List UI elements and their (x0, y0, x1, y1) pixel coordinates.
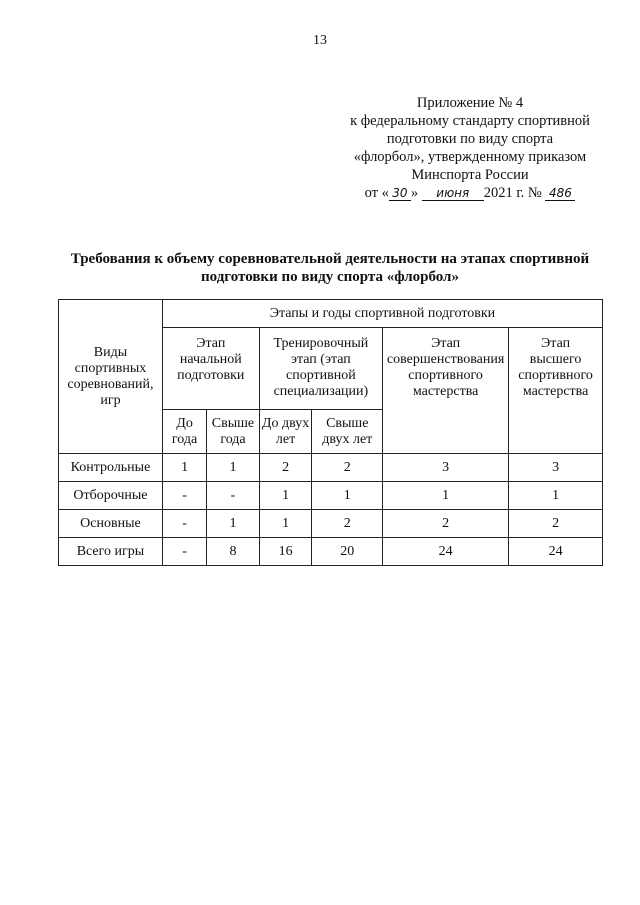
header-stage-training: Тренировочный этап (этап спортивной специализации) (259, 328, 382, 410)
appendix-line-order: «флорбол», утвержденному приказом (353, 149, 587, 165)
handwritten-day: 30 (389, 186, 411, 201)
table-row (59, 538, 603, 566)
table-cell: 3 (509, 454, 603, 482)
header-over-year: Свыше года (207, 410, 259, 454)
table-cell: 2 (509, 510, 603, 538)
header-over-two-years: Свыше двух лет (312, 410, 383, 454)
table-cell: - (162, 538, 206, 566)
table-cell: 1 (383, 482, 509, 510)
appendix-line-ministry: Минспорта России (411, 167, 529, 183)
table-cell: 1 (207, 510, 259, 538)
table-cell: 2 (312, 454, 383, 482)
header-stage-initial: Этап начальной подготовки (162, 328, 259, 410)
table-cell: 24 (383, 538, 509, 566)
row-label: Всего игры (59, 538, 163, 566)
document-title (40, 250, 620, 286)
table-cell: - (162, 510, 206, 538)
row-label: Основные (59, 510, 163, 538)
row-label: Отборочные (59, 482, 163, 510)
title-line-2: подготовки по виду спорта «флорбол» (201, 269, 459, 285)
table-cell: 1 (162, 454, 206, 482)
table-cell: 1 (312, 482, 383, 510)
header-stage-higher: Этап высшего спортивного мастерства (509, 328, 603, 454)
appendix-line-standard: к федеральному стандарту спортивной (350, 113, 590, 129)
header-competition-kinds: Виды спортивных соревнований, игр (59, 300, 163, 454)
appendix-line-sport: подготовки по виду спорта (386, 131, 554, 147)
table-cell: 1 (509, 482, 603, 510)
page-number: 13 (313, 33, 327, 48)
table-cell: 2 (383, 510, 509, 538)
table-cell: 3 (383, 454, 509, 482)
table-cell: 2 (259, 454, 312, 482)
table-cell: 2 (312, 510, 383, 538)
date-year: 2021 г. № (483, 185, 542, 201)
handwritten-order-number: 486 (545, 186, 575, 201)
date-mid: » (410, 185, 419, 201)
header-up-to-two-years: До двух лет (259, 410, 312, 454)
appendix-block (330, 94, 610, 202)
table-cell: 8 (207, 538, 259, 566)
row-label: Контрольные (59, 454, 163, 482)
title-line-1: Требования к объему соревновательной деятельности на этапах спортивной (70, 251, 590, 267)
requirements-table (58, 299, 603, 566)
handwritten-month: июня (422, 186, 484, 201)
table-cell: 20 (312, 538, 383, 566)
header-stages-years: Этапы и годы спортивной подготовки (162, 300, 602, 328)
table-row (59, 482, 603, 510)
date-prefix: от « (364, 185, 389, 201)
table-cell: 1 (207, 454, 259, 482)
table-cell: 1 (259, 482, 312, 510)
appendix-date-line (330, 184, 610, 202)
table-row (59, 510, 603, 538)
table-cell: - (162, 482, 206, 510)
table-cell: 1 (259, 510, 312, 538)
table-cell: 24 (509, 538, 603, 566)
table-row (59, 454, 603, 482)
header-stage-improvement: Этап совершенствования спортивного мастерства (383, 328, 509, 454)
table-cell: 16 (259, 538, 312, 566)
header-up-to-year: До года (162, 410, 206, 454)
table-cell: - (207, 482, 259, 510)
appendix-number: Приложение № 4 (416, 95, 524, 111)
